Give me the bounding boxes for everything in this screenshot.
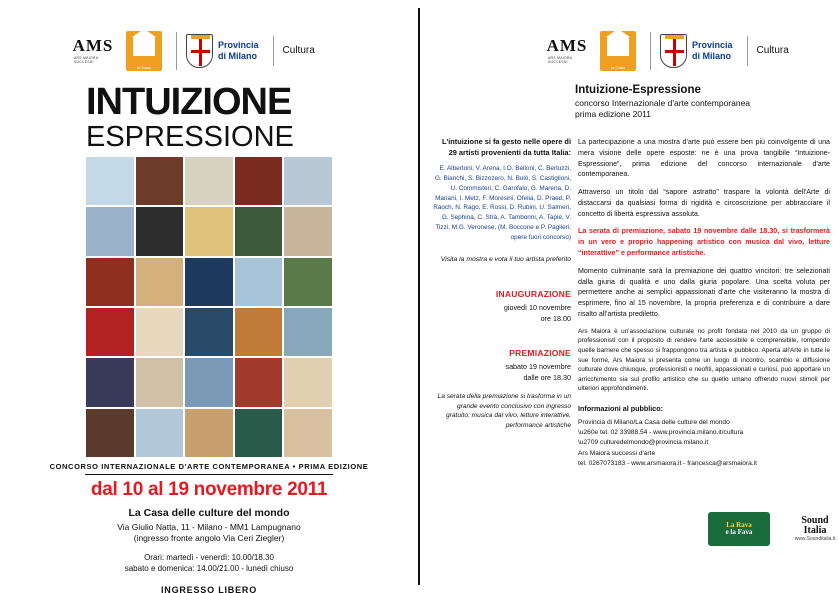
provincia-di-milano-logo: Provincia di Milano <box>176 32 259 70</box>
artwork-tile <box>185 308 233 356</box>
press-paragraph: Momento culminante sarà la premiazione dei quattro vincitori: tre selezionati dalla giuria di qualità e uno dalla giuria popolare. Una scelta voluta per permettere anche ai semplici appassionati d'arte che visiteranno la mostra di esprimere, fino al 15 novembre, la propria preferenza e di contribuire a dare risalto all'artista prediletto. <box>578 266 830 318</box>
artwork-tile <box>86 358 134 406</box>
house-icon <box>607 36 629 56</box>
la-casa-logo: la Casa <box>126 31 162 71</box>
poster-title-sub: ESPRESSIONE <box>86 121 294 154</box>
artwork-tile <box>235 207 283 255</box>
artwork-tile <box>284 157 332 205</box>
sound-italia-logo: Sound Italia www.Sounditalia.it <box>780 512 838 546</box>
artwork-tile <box>86 207 134 255</box>
page-divider <box>418 8 420 585</box>
artwork-tile <box>185 409 233 457</box>
info-title: Informazioni al pubblico: <box>578 403 664 413</box>
artwork-tile <box>86 409 134 457</box>
artwork-tile <box>136 258 184 306</box>
press-paragraph-highlight: La serata di premiazione, sabato 19 novembre dalle 18.30, si trasformerà in un vero e proprio happening artistico con musica dal vivo, letture “interattive” e performance artistiche. <box>578 227 830 258</box>
poster-title-block <box>86 81 386 154</box>
artwork-mosaic <box>86 157 332 457</box>
artwork-tile <box>185 157 233 205</box>
right-page <box>428 0 838 593</box>
press-title: Intuizione-Espressione <box>575 84 701 96</box>
about-association: Ars Maiora è un'associazione culturale no profit fondata nel 2010 da un gruppo di professionisti con il proposito di rendere l'arte accessibile e comprensibile, rompendo quelle barriere che spesso si frappongono tra artista e pubblico. Aperta all'Arte in tutte le sue forme, Ars Maiora si presenta come un luogo di incontro, scambio e diffusione culturale dove chiunque, professionisti e neofiti, appassionati e curiosi, può apportare un arricchimento sia sul profilo artistico che su quello umano offrendo nuovi stimoli per ulteriori approfondimenti. <box>578 327 830 393</box>
press-right-column <box>578 137 830 469</box>
phone-icon: \u260e <box>578 429 599 437</box>
artwork-tile <box>235 308 283 356</box>
stemma-icon <box>186 34 213 68</box>
artwork-tile <box>136 409 184 457</box>
artwork-tile <box>185 258 233 306</box>
artwork-tile <box>136 358 184 406</box>
artwork-tile <box>235 258 283 306</box>
la-casa-logo: la Casa <box>600 31 636 71</box>
press-paragraph: Attraverso un titolo dal “sapore astratto” traspare la volontà dell'Arte di distaccarsi da qualsiasi forma di rigidità e circoscrizione per abbracciare il concetto di libertà espressiva assoluta. <box>578 188 830 218</box>
mail-icon: \u2709 <box>578 439 599 447</box>
poster-free-entry: INGRESSO LIBERO <box>160 585 257 593</box>
info-lines: Provincia di Milano/La Casa delle culture del mondo \u260e tel. 02 33988.54 - www.provincia.milano.it/cultura \u2709 culturedelmondo@provincia.milano.it Ars Maiora successi d'arte tel. 0267073183 - www.arsmaiora.it - francesca@arsmaiora.it <box>578 418 757 467</box>
house-icon <box>133 36 155 56</box>
stemma-icon <box>660 34 687 68</box>
poster-address: Via Giulio Natta, 11 - Milano - MM1 Lampugnano (ingresso fronte angolo Via Ceri Ziegler) <box>117 522 301 544</box>
artwork-tile <box>284 207 332 255</box>
left-poster <box>0 0 418 593</box>
poster-hours: Orari: martedì - venerdì: 10.00/18.30 sabato e domenica: 14.00/21.00 - lunedì chiuso <box>124 552 294 574</box>
cultura-logo: Cultura <box>273 36 315 66</box>
ams-logo: AMS ARS MAIORA SUCCESSI <box>546 36 588 64</box>
vote-note: Visita la mostra e vota il tuo artista preferito <box>440 256 571 264</box>
artwork-tile <box>235 157 283 205</box>
poster-dates: dal 10 al 19 novembre 2011 <box>90 479 328 500</box>
press-title-block <box>575 84 825 120</box>
artists-intro: L'intuizione si fa gesto nelle opere di 29 artisti provenienti da tutta Italia: <box>441 137 571 157</box>
press-paragraph: La partecipazione a una mostra d'arte può essere ben più coinvolgente di una mera visione delle opere esposte: ne è una prova tangibile “Intuizione-Espressione”, prima edizione del concorso internazionale d'arte contemporanea. <box>578 138 830 179</box>
artwork-tile <box>185 207 233 255</box>
artwork-tile <box>185 358 233 406</box>
press-subtitle: concorso Internazionale d'arte contemporanea prima edizione 2011 <box>575 98 751 120</box>
cultura-logo: Cultura <box>747 36 789 66</box>
artwork-tile <box>86 157 134 205</box>
artwork-tile <box>284 358 332 406</box>
provincia-di-milano-logo: Provincia di Milano <box>650 32 733 70</box>
artwork-tile <box>136 157 184 205</box>
press-logo-row <box>548 28 828 73</box>
artists-list: E. Albertoni, V. Arena, I.O. Belloni, C. Bertuzzi, G. Bianchi, S. Bizzozero, N. Bulò, S. Castiglioni, U. Commisteri, C. Garofalo, G. Marena, D. Mariani, I. Metz, F. Moresini, Ofelia, D. Praed, P. Raoch, N. Rago, E. Rossi, D. Rubini, U. Salmeri, G. Sephina, C. Strà, A. Tamborini, A. Tapie, V. Tizzi, M.G. Veronese, (M. Boccone e P. Paglieri: opere fuori concorso) <box>433 165 571 241</box>
divider-rule <box>85 474 333 475</box>
artwork-tile <box>136 207 184 255</box>
poster-subtitle: CONCORSO INTERNAZIONALE D'ARTE CONTEMPORANEA • PRIMA EDIZIONE <box>49 462 369 471</box>
artwork-tile <box>86 258 134 306</box>
poster-logo-row <box>74 28 344 73</box>
artwork-tile <box>284 308 332 356</box>
artwork-tile <box>136 308 184 356</box>
poster-title-main: INTUIZIONE <box>86 81 292 123</box>
artwork-tile <box>284 258 332 306</box>
sponsor-row <box>708 512 838 546</box>
press-left-column <box>433 137 571 431</box>
poster-footer <box>0 462 418 593</box>
event-inaugurazione: INAUGURAZIONE giovedì 10 novembre ore 18.00 <box>495 288 571 323</box>
la-rava-e-la-fava-logo: La Rava e la Fava <box>708 512 770 546</box>
artwork-tile <box>235 358 283 406</box>
artwork-tile <box>284 409 332 457</box>
event-premiazione: PREMIAZIONE sabato 19 novembre dalle ore 18.30 La serata della premiazione si trasforma in un grande evento conclusivo con ingresso gratuito: musica dal vivo, letture interattive, performance artistiche <box>433 347 571 432</box>
artwork-tile <box>86 308 134 356</box>
artwork-tile <box>235 409 283 457</box>
premiazione-note: La serata della premiazione si trasforma in un grande evento conclusivo con ingresso gratuito: musica dal vivo, letture interattive, performance artistiche <box>437 392 571 430</box>
poster-venue: La Casa delle culture del mondo <box>128 507 290 519</box>
ams-logo: AMS ARS MAIORA SUCCESSI <box>72 36 114 64</box>
